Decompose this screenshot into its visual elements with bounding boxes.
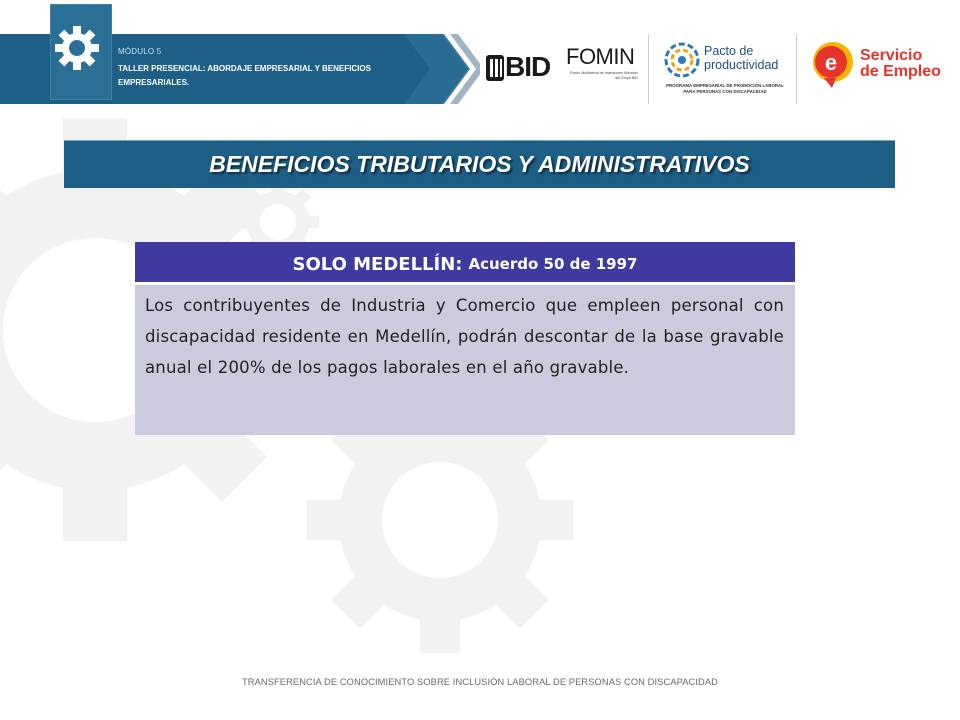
servicio-emblem-icon bbox=[810, 40, 856, 90]
pacto-subtitle: PROGRAMA EMPRESARIAL DE PROMOCIÓN LABORAL PARA PERSONAS CON DISCAPACIDAD bbox=[666, 83, 784, 94]
section-title-bar bbox=[64, 140, 895, 188]
servicio-line1: Servicio bbox=[860, 47, 923, 64]
card-heading-strong: SOLO MEDELLÍN: bbox=[292, 253, 463, 275]
logo-divider bbox=[648, 34, 649, 104]
logo-divider bbox=[796, 34, 797, 104]
fomin-logo bbox=[566, 44, 638, 92]
svg-text:e: e bbox=[824, 50, 838, 75]
module-title: TALLER PRESENCIAL: ABORDAJE EMPRESARIAL Y BENEFICIOS EMPRESARIALES. bbox=[118, 64, 371, 87]
bid-logo bbox=[486, 50, 560, 84]
servicio-line2: de Empleo bbox=[860, 63, 941, 80]
gear-icon bbox=[50, 4, 112, 100]
card-body-text: Los contribuyentes de Industria y Comercio que empleen personal con discapacidad residente en Medellín, podrán descontar de la base gravable anual el 200% de los pagos laborales en el año gravable. bbox=[145, 296, 784, 377]
pacto-logo bbox=[660, 38, 792, 104]
servicio-text bbox=[860, 48, 941, 80]
pacto-title bbox=[704, 44, 778, 72]
pacto-emblem-icon bbox=[662, 40, 702, 80]
card-body bbox=[135, 285, 795, 435]
bid-text: BID bbox=[505, 51, 551, 82]
bid-emblem-icon bbox=[486, 55, 504, 81]
pacto-title-line2: productividad bbox=[704, 58, 779, 72]
pacto-title-line1: Pacto de bbox=[704, 44, 754, 58]
fomin-subtitle: Fondo Multilateral de Inversiones Miembro del Grupo BID bbox=[570, 71, 638, 80]
card-heading-small: Acuerdo 50 de 1997 bbox=[468, 255, 638, 273]
fomin-word: FOMIN bbox=[566, 44, 635, 69]
section-title: BENEFICIOS TRIBUTARIOS Y ADMINISTRATIVOS bbox=[209, 151, 750, 177]
info-card bbox=[135, 242, 795, 435]
servicio-empleo-logo bbox=[808, 38, 948, 94]
footer-text: TRANSFERENCIA DE CONOCIMIENTO SOBRE INCLUSIÓN LABORAL DE PERSONAS CON DISCAPACIDAD bbox=[241, 677, 719, 688]
module-label: MÓDULO 5 bbox=[118, 47, 162, 56]
card-header bbox=[135, 242, 795, 282]
